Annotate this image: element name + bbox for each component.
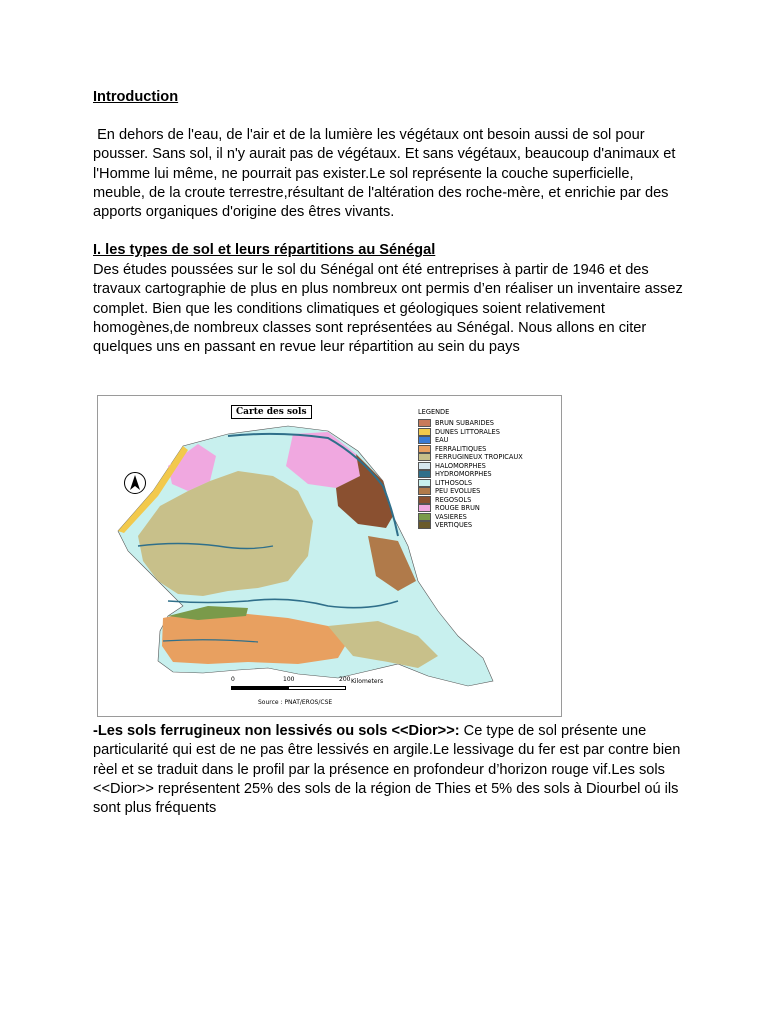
legend-item (418, 419, 523, 428)
legend-label: PEU EVOLUES (435, 487, 481, 496)
legend-swatch (418, 504, 431, 512)
legend-item (418, 462, 523, 471)
legend-label: VASIERES (435, 512, 467, 521)
section1-paragraph: Des études poussées sur le sol du Sénégal ont été entreprises à partir de 1946 et des travaux cartographie de plus en plus nombreux ont permis d’en réaliser un inventaire assez complet. Bien que les conditions climatiques et géologiques soient relativement homogènes,de nombreux classes sont représentées au Sénégal. Nous allons en citer quelques uns en passant en revue leur répartition au sein du pays (93, 262, 683, 356)
intro-heading: Introduction (93, 89, 179, 105)
legend-swatch (418, 428, 431, 436)
legend-label: LITHOSOLS (435, 478, 473, 487)
legend-item (418, 428, 523, 437)
legend-swatch (418, 419, 431, 427)
legend-swatch (418, 487, 431, 495)
legend-item (418, 453, 523, 462)
legend-item (418, 521, 523, 530)
dior-body: Ce type de sol présente une particularité qui est de ne pas être lessivés en argile.Le lessivage du fer est par contre bien rèel et se traduit dans le profil par la présence en profondeur d’horizon rouge vif.Les sols <<Dior>> représentent 25% des sols de la région de Thies et 5% des sols à Diourbel oú ils sont plus fréquents (93, 723, 681, 817)
soil-map-figure (97, 395, 562, 717)
dior-paragraph (93, 722, 683, 818)
legend-label: BRUN SUBARIDES (435, 419, 494, 428)
legend-label: DUNES LITTORALES (435, 427, 500, 436)
map-source: Source : PNAT/EROS/CSE (258, 699, 333, 706)
section1-heading: I. les types de sol et leurs répartitions au Sénégal (93, 242, 436, 258)
dior-lead: -Les sols ferrugineux non lessivés ou sols <<Dior>>: (93, 723, 460, 739)
legend-label: FERRALITIQUES (435, 444, 487, 453)
scale-label-0: 0 (231, 676, 235, 683)
legend-swatch (418, 445, 431, 453)
map-legend (418, 408, 523, 530)
legend-swatch (418, 521, 431, 529)
legend-swatch (418, 436, 431, 444)
map-title: Carte des sols (231, 405, 312, 419)
scale-bar (231, 686, 346, 690)
scale-unit: Kilometers (351, 678, 384, 685)
legend-swatch (418, 496, 431, 504)
legend-item (418, 504, 523, 513)
legend-label: REGOSOLS (435, 495, 472, 504)
legend-item (418, 470, 523, 479)
legend-item (418, 487, 523, 496)
legend-item (418, 479, 523, 488)
legend-item (418, 496, 523, 505)
legend-label: EAU (435, 436, 449, 445)
legend-label: ROUGE BRUN (435, 504, 480, 513)
legend-swatch (418, 453, 431, 461)
scale-label-100: 100 (283, 676, 295, 683)
legend-label: HALOMORPHES (435, 461, 486, 470)
legend-swatch (418, 470, 431, 478)
intro-paragraph: En dehors de l'eau, de l'air et de la lumière les végétaux ont besoin aussi de sol pour pousser. Sans sol, il n'y aurait pas de végétaux. Et sans végétaux, beaucoup d'animaux et l'Homme lui même, ne pourrait pas exister.Le sol représente la couche superficielle, meuble, de la croute terrestre,résultant de l'altération des roche-mère, et enrichie par des apports organiques d'origine des êtres vivants. (93, 127, 680, 221)
legend-title: LEGENDE (418, 408, 450, 416)
legend-swatch (418, 513, 431, 521)
legend-swatch (418, 462, 431, 470)
legend-label: HYDROMORPHES (435, 470, 492, 479)
north-arrow-icon (124, 472, 146, 494)
legend-item (418, 436, 523, 445)
legend-label: FERRUGINEUX TROPICAUX (435, 453, 523, 462)
legend-label: VERTIQUES (435, 521, 473, 530)
legend-item (418, 445, 523, 454)
legend-swatch (418, 479, 431, 487)
legend-item (418, 513, 523, 522)
scale-label-200: 200 (339, 676, 351, 683)
